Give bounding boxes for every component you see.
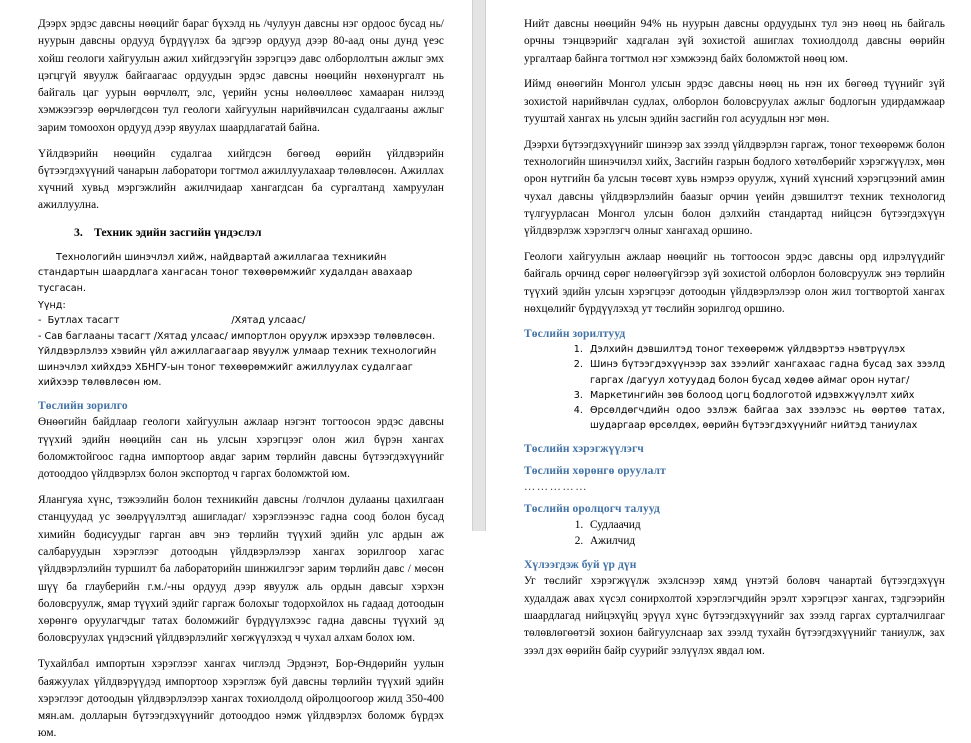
paragraph: Дээрхи бүтээгдэхүүнийг шинээр зах зээлд үйлдвэрлэн гаргаж, тоног техөөрөмж болон технологийн шинэчилэл хийх, Засгийн газрын бодлого хөтөлбөрийг хэрэгжүүлэх, мөн орон нутгийн ба улсын төсөвт хувь нэмрээ оруулж, хүний хүнсний хэрэгцээний амин чухал давсны үйлдвэрлэлийн баазыг орчин үеийн дэвшилтэт техник технологид түлгуурласан Монгол улсын болон дэлхийн стандартад нийцсэн бүтээгдэхүүн үйлдвэрлэж хэрэглэгч олныг хангахад оршино. <box>524 138 945 238</box>
heading-project-implementer: Төслийн хэрэгжүүлэгч <box>524 443 644 456</box>
list-item: 2. Ажилчид <box>586 533 945 549</box>
list-item: 1. Дэлхийн дэвшилтэд тоног техөөрөмж үйлдвэртээ нэвтрүүлэх <box>586 342 945 357</box>
paragraph: Өнөөгийн байдлаар геологи хайгуулын ажлаар нэгэнт тогтоосон эрдэс давсны түүхий эдийн нөөцийн сан нь улсын хэрэгцээг олон жил бүрэн хангах боломжтойгоос гадна импортоор авдаг зарим төрлийн давсны бүтээгдэхүүнийг дотооддоо үйлдвэрлэх болон экспортод ч гаргах боломжтой юм. <box>38 416 444 481</box>
list-item-dash: - <box>38 315 42 327</box>
paragraph: Дээрх эрдэс давсны нөөцийг бараг бүхэлд нь /чулуун давсны нэг ордоос бусад нь/ нуурын давсны ордууд бүрдүүлэх ба эдгээр ордууд дээр 80-аад оны дунд үеэс хойш геологи хайгуулын ажил хийгдээгүйн зэрэгцээ давс олборлолтын ажлыг эмх цэгцгүй явуулж байгаагаас ордуудын эрдэс давсны нөөцийн нөхөнургалт нь байгаль цаг уурын өөрчлөлт, элс, үерийн усны нөлөөллөөс хамааран нилээд хэмжээгээр өөрчлөгдсөн тул геологи хайгуулын нарийвчилсан судалгааны ажлыг зарим томоохон ордууд дээр явуулах шаардлагатай байна. <box>38 18 444 134</box>
list-item: 2. Шинэ бүтээгдэхүүнээр зах зээлийг хангахаас гадна бусад зах зээлд гаргах /дагуул хотуудад болон бусад хөдөө аймаг орон нутаг/ <box>586 357 945 387</box>
paragraph: Уг төслийг хэрэгжүүлж эхэлснээр хямд үнэтэй боловч чанартай бүтээгдэхүүн худалдаж авах хүсэл сонирхолтой хэрэглэгчдийн эрэлт хэрэгцээг хангах, тэдгээрийн шаардлагад нийцэхүйц эрүүл хүнс бүтээгдэхүүнийг зах зээлд гаргах сурталчилгааг төлөвлөгөөтэй зохион байгуулснаар зах зээлд тухайн бүтээгдэхүүнийг таниулж, зах зээл дэх өөрийн байр суурийг эзлүүлэх явдал юм. <box>524 575 945 657</box>
heading-expected-results: Хүлээгдэж буй үр дүн <box>524 559 637 572</box>
list-item <box>38 313 444 328</box>
participants-list <box>524 517 945 549</box>
section-heading-number: 3. <box>74 224 83 239</box>
list-item: 1. Судлаачид <box>586 517 945 533</box>
heading-project-objectives: Төслийн зорилтууд <box>524 328 626 341</box>
paragraph: Үйлдвэрийн нөөцийн судалгаа хийгдсэн бөгөөд өөрийн үйлдвэрийн бүтээгдэхүүний чанарын лаборатори тогтмол ажиллуулахаар төлөвлөсөн. Ажиллах хүчний хувьд мэргэжлийн ажилчидаар хангагдсан ба сургалтанд хамруулан ажиллуулна. <box>38 147 444 212</box>
list-item: 4. Өрсөлдөгчдийн одоо эзлэж байгаа зах зээлээс нь өөртөө татах, шударгаар өрсөлдөх, өөрийн бүтээгдэхүүнийг нийтэд таниулах <box>586 403 945 433</box>
list-item: - Сав баглааны тасагт /Хятад улсаас/ импортлон оруулж ирэхээр төлөвлөсөн. Үйлдвэрлэлээ хэвийн үйл ажиллагаагаар явуулж улмаар техник технологийн шинэчлэл хийхдээ ХБНГУ-ын тоног төхөөрөмжийг ажиллуулах судалгааг хийхээр төлөвлөсөн юм. <box>38 330 437 389</box>
list-item-source: /Хятад улсаас/ <box>231 315 306 327</box>
document-page-right <box>486 0 971 657</box>
paragraph: Геологи хайгуулын ажлаар нөөцийг нь тогтоосон эрдэс давсны орд илрэлүүдийг байгаль орчинд сөрөг нөлөөгүйгээр зүй зохистой олборлон боловсруулж энэ төрлийн түүхий эдийн улсын хэрэгцээг дотоодын үйлдвэрлэлээр олон жил тогтвортой хангах нөхцөлийг бүрдүүлэхэд ут төслийн зорилгод оршино. <box>524 251 945 315</box>
section-heading <box>38 225 444 240</box>
page-gutter <box>472 0 486 531</box>
heading-project-investment: Төслийн хөрөнгө оруулалт <box>524 465 666 478</box>
list-label: Үүнд: <box>38 299 66 311</box>
heading-project-goal: Төслийн зорилго <box>38 400 128 413</box>
investment-placeholder-value: …………… <box>524 481 588 494</box>
section-heading-text: Техник эдийн засгийн үндэслэл <box>94 224 262 239</box>
heading-project-participants: Төслийн оролцогч талууд <box>524 503 660 516</box>
document-page-left <box>0 0 472 740</box>
technical-block <box>38 250 444 391</box>
list-item-label: Бутлах тасагт <box>47 315 120 327</box>
list-item: 3. Маркетингийн зөв болоод цогц бодлоготой идэвхжүүлэлт хийх <box>586 388 945 403</box>
paragraph: Тухайлбал импортын хэрэглээг хангах чиглэлд Эрдэнэт, Бор-Өндөрийн уулын баяжуулах үйлдвэрүүдэд импортоор хэрэглэж буй давсны төрлийн түүхий эдийн хэрэглээг дотоодын үйлдвэрлэлээр хангах тохиолдолд ойролцоогоор жилд 350-400 мян.ам. долларын бүтээгдэхүүнийг дотооддоо нэмж үйлдвэрлэх боломж бүрдэх юм. <box>38 658 444 740</box>
paragraph: Технологийн шинэчлэл хийж, найдвартай ажиллагаа техникийн стандартын шаардлага хангасан тоног төхөөрөмжийг худалдан авахаар тусгасан. <box>38 251 413 294</box>
paragraph: Иймд өнөөгийн Монгол улсын эрдэс давсны нөөц нь нэн их бөгөөд түүнийг зүй зохистой нарийвчлан судлах, олборлон боловсруулах ажлыг бодлогын удирдамжаар тууштай хангах нь улсын эдийн засгийн гол асуудлын нэг мөн. <box>524 78 945 125</box>
objectives-list <box>524 342 945 433</box>
paragraph: Ялангуяа хүнс, тэжээлийн болон техникийн давсны /голчлон дулааны цахилгаан станцуудад ус зөөлрүүлэлтэд ашигладаг/ хэрэглээнээс гадна соод болон бусад химийн бодисуудыг гарган авч энэ төрлийн түүхий эдийн улс ардын аж салбаруудын хэрэглээг дотоодын үйлдвэрлэлээр хангах зорилгоор хагас үйлдвэрлэлийн туршилт ба лабораторийн шинжилгээг зарим төрлийн давс / мөсөн шүү ба глауберийн г.м./-ны ордууд дээр явуулж аль ордын давсыг хэрхэн боловсруулж, ямар түүхий эдийг гаргаж болохыг тодорхойлох нь гадаад дотоодын хөрөнгө оруулагчдыг татах боломжийг бүрдүүлэхээс гадна давсны түүхий эд боловсруулах үндэсний үйлдвэрлэлийг хөгжүүлэхэд ч чухал алхам болох юм. <box>38 494 444 645</box>
paragraph: Нийт давсны нөөцийн 94% нь нуурын давсны ордуудынх тул энэ нөөц нь байгаль орчны тэнцвэрийг хадгалан зүй зохистой ашиглах тохиолдолд давсны өөрийн ургалтаар байнга тогтмол нэг хэмжээнд байх боломжтой нөөц юм. <box>524 18 945 65</box>
